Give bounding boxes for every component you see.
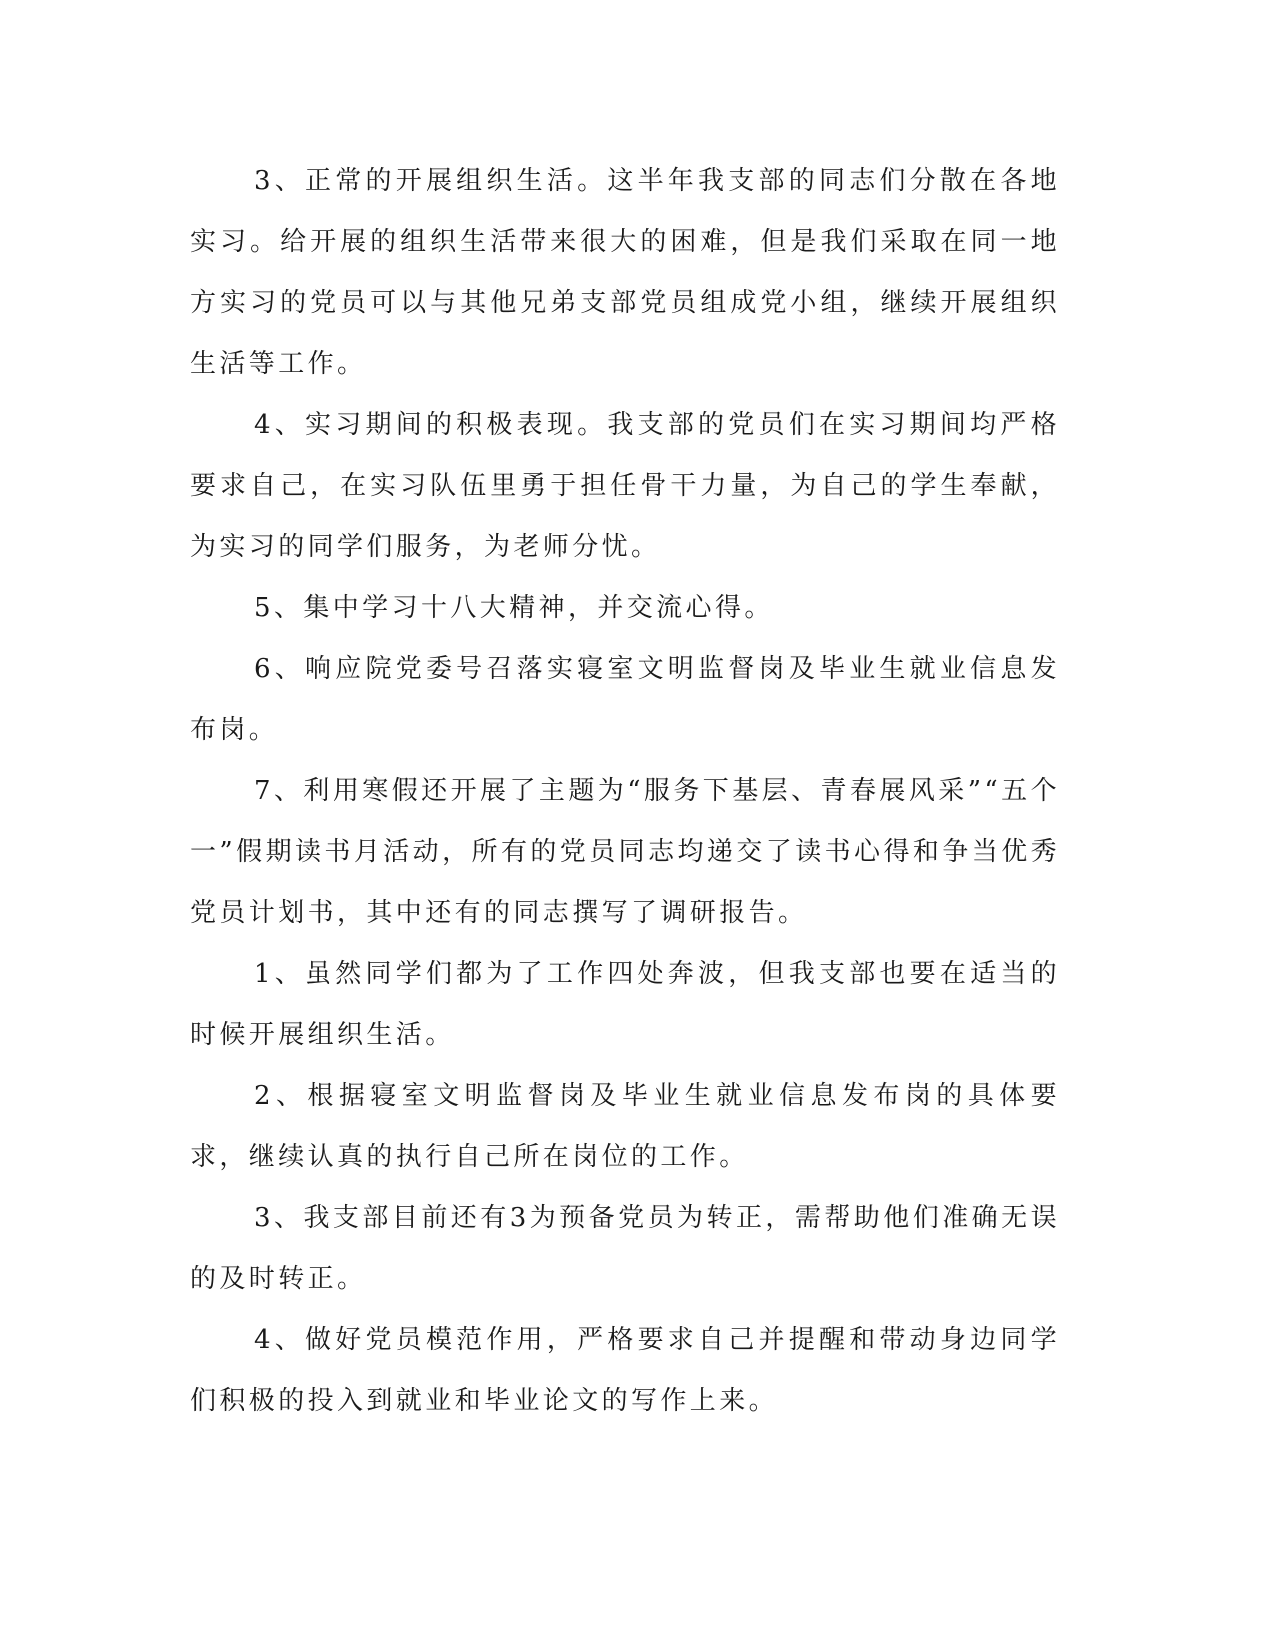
document-body	[190, 151, 1060, 1432]
paragraph: 3、正常的开展组织生活。这半年我支部的同志们分散在各地实习。给开展的组织生活带来很大的困难，但是我们采取在同一地方实习的党员可以与其他兄弟支部党员组成党小组，继续开展组织生活等工作。	[190, 166, 1060, 379]
paragraph: 3、我支部目前还有3为预备党员为转正，需帮助他们准确无误的及时转正。	[190, 1203, 1060, 1294]
paragraph: 5、集中学习十八大精神，并交流心得。	[254, 593, 774, 623]
paragraph: 2、根据寝室文明监督岗及毕业生就业信息发布岗的具体要求，继续认真的执行自己所在岗位的工作。	[190, 1081, 1060, 1172]
paragraph: 7、利用寒假还开展了主题为“服务下基层、青春展风采”“五个一”假期读书月活动，所有的党员同志均递交了读书心得和争当优秀党员计划书，其中还有的同志撰写了调研报告。	[190, 776, 1060, 928]
paragraph: 4、实习期间的积极表现。我支部的党员们在实习期间均严格要求自己，在实习队伍里勇于担任骨干力量，为自己的学生奉献，为实习的同学们服务，为老师分忧。	[190, 410, 1060, 562]
paragraph: 6、响应院党委号召落实寝室文明监督岗及毕业生就业信息发布岗。	[190, 654, 1060, 745]
paragraph: 4、做好党员模范作用，严格要求自己并提醒和带动身边同学们积极的投入到就业和毕业论文的写作上来。	[190, 1325, 1060, 1416]
paragraph: 1、虽然同学们都为了工作四处奔波，但我支部也要在适当的时候开展组织生活。	[190, 959, 1060, 1050]
